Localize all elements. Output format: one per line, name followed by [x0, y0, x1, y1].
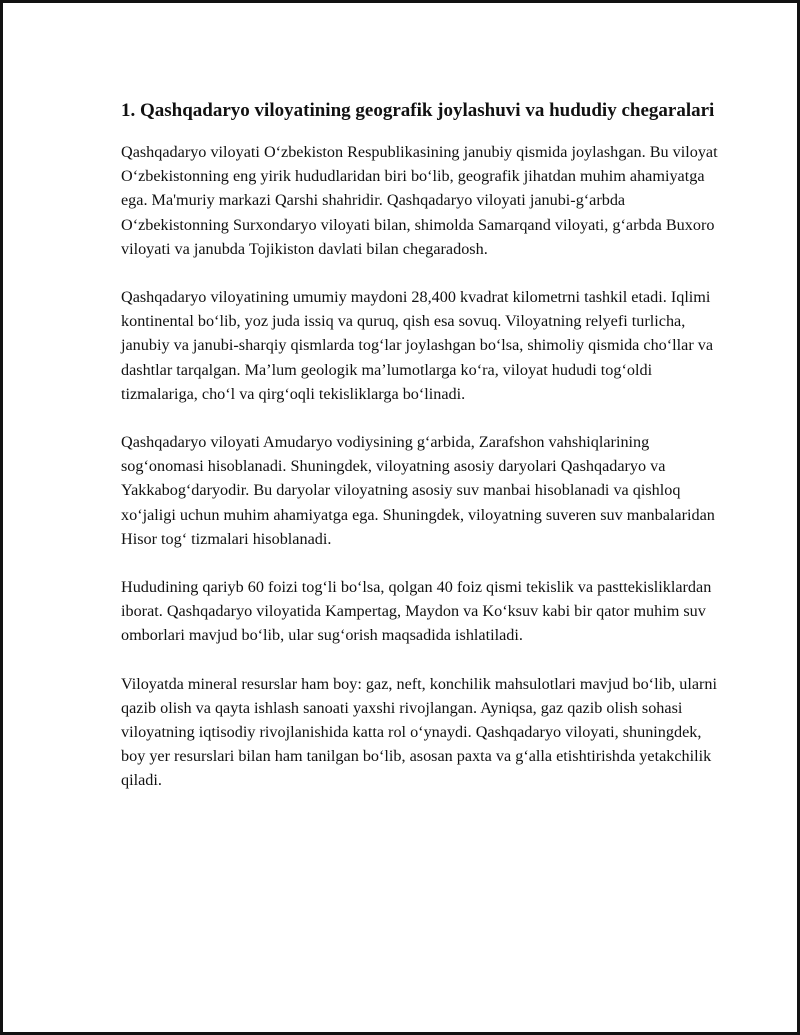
document-body [121, 97, 721, 817]
paragraph-rivers: Qashqadaryo viloyati Amudaryo vodiysining g‘arbida, Zarafshon vahshiqlarining sog‘onomasi hisoblanadi. Shuningdek, viloyatning asosiy daryolari Qashqadaryo va Yakkabog‘daryodir. Bu daryolar viloyatning asosiy suv manbai hisoblanadi va qishloq xo‘jaligi uchun muhim ahamiyatga ega. Shuningdek, viloyatning suveren suv manbalaridan Hisor tog‘ tizmalari hisoblanadi. [121, 433, 715, 548]
paragraph-mineral-resources: Viloyatda mineral resurslar ham boy: gaz, neft, konchilik mahsulotlari mavjud bo‘lib, ularni qazib olish va qayta ishlash sanoati yaxshi rivojlangan. Ayniqsa, gaz qazib olish sohasi viloyatning iqtisodiy rivojlanishida katta rol o‘ynaydi. Qashqadaryo viloyati, shuningdek, boy yer resurslari bilan ham tanilgan bo‘lib, asosan paxta va g‘alla etishtirishda yetakchilik qiladi. [121, 674, 718, 790]
paragraph-area-climate: Qashqadaryo viloyatining umumiy maydoni 28,400 kvadrat kilometrni tashkil etadi. Iqlimi kontinental bo‘lib, yoz juda issiq va quruq, qish esa sovuq. Viloyatning relyefi turlicha, janubiy va janubi-sharqiy qismlarda tog‘lar joylashgan bo‘lsa, shimoliy qismida cho‘llar va dashtlar tarqalgan. Ma’lum geologik ma’lumotlarga ko‘ra, viloyat hududi tog‘oldi tizmalariga, cho‘l va qirg‘oqli tekisliklarga bo‘linadi. [121, 288, 714, 403]
section-heading: 1. Qashqadaryo viloyatining geografik joylashuvi va hududiy chegaralari [121, 100, 715, 121]
paragraph-location: Qashqadaryo viloyati O‘zbekiston Respublikasining janubiy qismida joylashgan. Bu viloyat O‘zbekistonning eng yirik hududlaridan biri bo‘lib, geografik jihatdan muhim ahamiyatga ega. Ma'muriy markazi Qarshi shahridir. Qashqadaryo viloyati janubi-g‘arbda O‘zbekistonning Surxondaryo viloyati bilan, shimolda Samarqand viloyati, g‘arbda Buxoro viloyati va janubda Tojikiston davlati bilan chegaradosh. [121, 143, 718, 258]
paragraph-terrain-reservoirs: Hududining qariyb 60 foizi tog‘li bo‘lsa, qolgan 40 foiz qismi tekislik va pasttekisliklardan iborat. Qashqadaryo viloyatida Kampertag, Maydon va Ko‘ksuv kabi bir qator muhim suv omborlari mavjud bo‘lib, ular sug‘orish maqsadida ishlatiladi. [121, 578, 712, 645]
